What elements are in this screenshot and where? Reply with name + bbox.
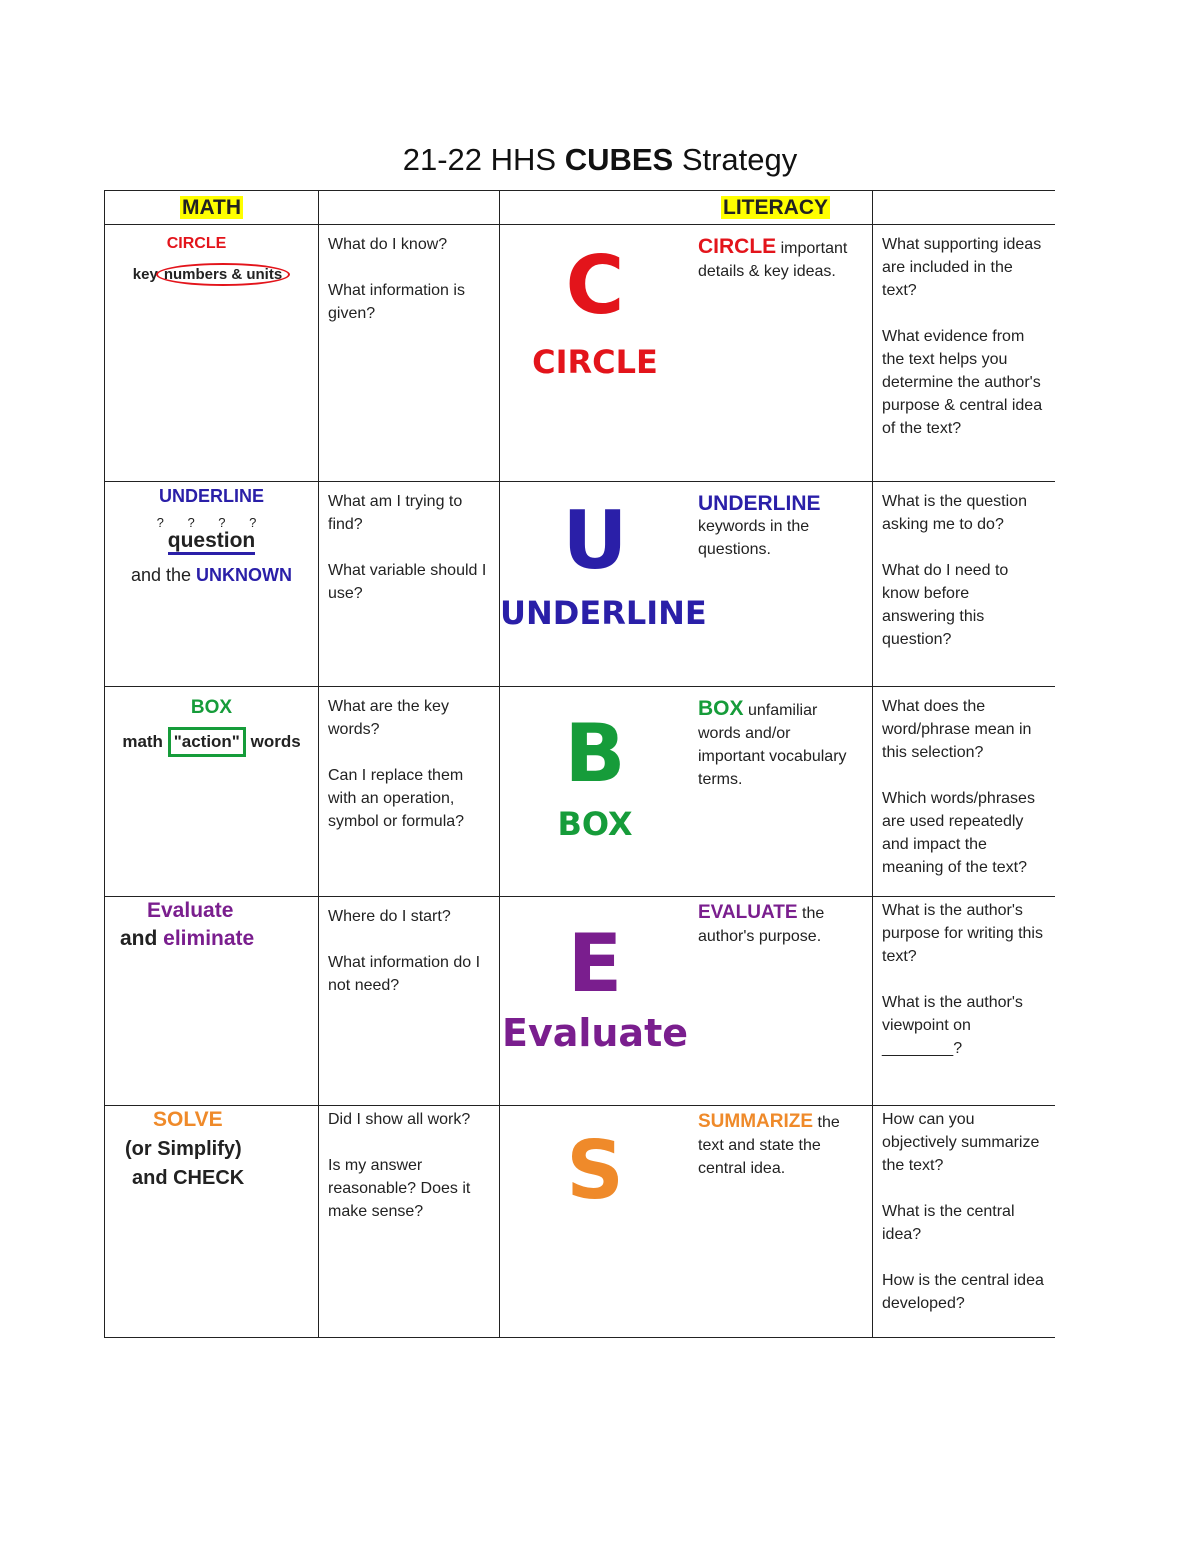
question-text: How can you objectively summarize the text? [882, 1111, 1040, 1174]
math-eliminate: eliminate [163, 927, 255, 950]
math-questions-evaluate [319, 897, 500, 1106]
literacy-header: LITERACY [723, 195, 828, 219]
numbers-units-oval: numbers & units [156, 263, 290, 286]
math-unknown: UNKNOWN [196, 565, 293, 585]
literacy-keyword: CIRCLE [698, 235, 777, 258]
page-title [0, 142, 1200, 178]
math-underline-label: UNDERLINE [158, 486, 264, 506]
question-text: How is the central idea developed? [882, 1272, 1044, 1312]
big-word-evaluate: Evaluate [501, 1011, 689, 1055]
literacy-questions-solve [873, 1106, 1055, 1338]
literacy-text: the text and state the central idea. [698, 1114, 840, 1177]
big-letter-u: U [562, 494, 628, 587]
title-prefix: 21-22 HHS [402, 142, 565, 177]
math-questions-underline [319, 482, 500, 687]
big-letter-e: E [567, 917, 623, 1010]
question-text: What does the word/phrase mean in this selection? [882, 698, 1032, 761]
words-text: words [250, 732, 301, 751]
literacy-keyword: UNDERLINE [698, 492, 821, 515]
question-text: What supporting ideas are included in the text? [882, 236, 1042, 299]
math-header: MATH [181, 195, 242, 219]
literacy-text: keywords in the questions. [698, 518, 810, 558]
question-text: Where do I start? [328, 908, 451, 925]
big-letter-c: C [565, 239, 625, 332]
blank-header-cell [319, 191, 500, 225]
underlined-question-word: question [168, 529, 256, 555]
literacy-questions-box [873, 687, 1055, 897]
row-circle [105, 225, 1055, 482]
math-circle-label: CIRCLE [166, 235, 227, 252]
literacy-cell-solve [500, 1106, 873, 1338]
question-text: Did I show all work? [328, 1111, 471, 1128]
math-cell-circle [105, 225, 319, 482]
literacy-questions-underline [873, 482, 1055, 687]
literacy-questions-circle [873, 225, 1055, 482]
question-text: What do I need to know before answering this question? [882, 562, 1009, 648]
question-text: What evidence from the text helps you determine the author's purpose & central idea of the text? [882, 328, 1043, 437]
question-text: Which words/phrases are used repeatedly and impact the meaning of the text? [882, 790, 1035, 876]
question-text: What do I know? [328, 236, 448, 253]
literacy-cell-circle [500, 225, 873, 482]
literacy-cell-evaluate [500, 897, 873, 1106]
title-suffix: Strategy [673, 142, 798, 177]
math-key-text: key [132, 266, 158, 283]
big-word-box: BOX [557, 805, 633, 843]
math-cell-box [105, 687, 319, 897]
math-evaluate-label: Evaluate [147, 899, 234, 922]
header-row [105, 191, 1055, 225]
title-bold: CUBES [564, 142, 674, 177]
literacy-cell-underline [500, 482, 873, 687]
question-marks: ? ? ? ? [156, 515, 267, 530]
question-text: Can I replace them with an operation, symbol or formula? [328, 767, 465, 830]
question-text: What information is given? [328, 282, 465, 322]
math-questions-box [319, 687, 500, 897]
math-and-the: and the [130, 565, 197, 585]
question-text: Is my answer reasonable? Does it make sense? [328, 1157, 471, 1220]
big-letter-b: B [564, 707, 626, 800]
row-solve [105, 1106, 1055, 1338]
question-text: What are the key words? [328, 698, 449, 738]
row-underline [105, 482, 1055, 687]
big-word-circle: CIRCLE [532, 343, 658, 381]
literacy-text: the author's purpose. [698, 905, 825, 945]
math-questions-circle [319, 225, 500, 482]
math-solve-label: SOLVE [153, 1108, 223, 1131]
literacy-cell-box [500, 687, 873, 897]
math-cell-evaluate [105, 897, 319, 1106]
math-questions-solve [319, 1106, 500, 1338]
math-header-cell [105, 191, 319, 225]
literacy-keyword: EVALUATE [698, 902, 798, 923]
big-letter-s: S [566, 1124, 624, 1217]
question-text: What is the author's viewpoint on ________? [882, 994, 1023, 1057]
math-word-text: math [122, 732, 163, 751]
question-text: What information do I not need? [328, 954, 481, 994]
question-text: What is the central idea? [882, 1203, 1015, 1243]
big-word-underline: UNDERLINE [500, 594, 707, 632]
literacy-questions-evaluate [873, 897, 1055, 1106]
literacy-header-cell [500, 191, 873, 225]
row-box [105, 687, 1055, 897]
math-cell-solve [105, 1106, 319, 1338]
question-text: What am I trying to find? [328, 493, 463, 533]
question-text: What is the author's purpose for writing this text? [882, 902, 1043, 965]
action-boxed: "action" [168, 727, 246, 757]
literacy-text: important details & key ideas. [698, 240, 848, 280]
literacy-keyword: SUMMARIZE [698, 1111, 814, 1132]
math-and-text: and [120, 927, 164, 950]
row-evaluate [105, 897, 1055, 1106]
math-cell-underline [105, 482, 319, 687]
literacy-text: unfamiliar words and/or important vocabulary terms. [698, 702, 847, 788]
math-or-simplify: (or Simplify) [125, 1138, 242, 1160]
question-text: What variable should I use? [328, 562, 487, 602]
math-box-label: BOX [190, 697, 233, 718]
cubes-table [104, 190, 1055, 1338]
literacy-keyword: BOX [698, 697, 744, 720]
blank-header-cell-2 [873, 191, 1055, 225]
math-and-check: and CHECK [132, 1167, 245, 1189]
question-text: What is the question asking me to do? [882, 493, 1027, 533]
